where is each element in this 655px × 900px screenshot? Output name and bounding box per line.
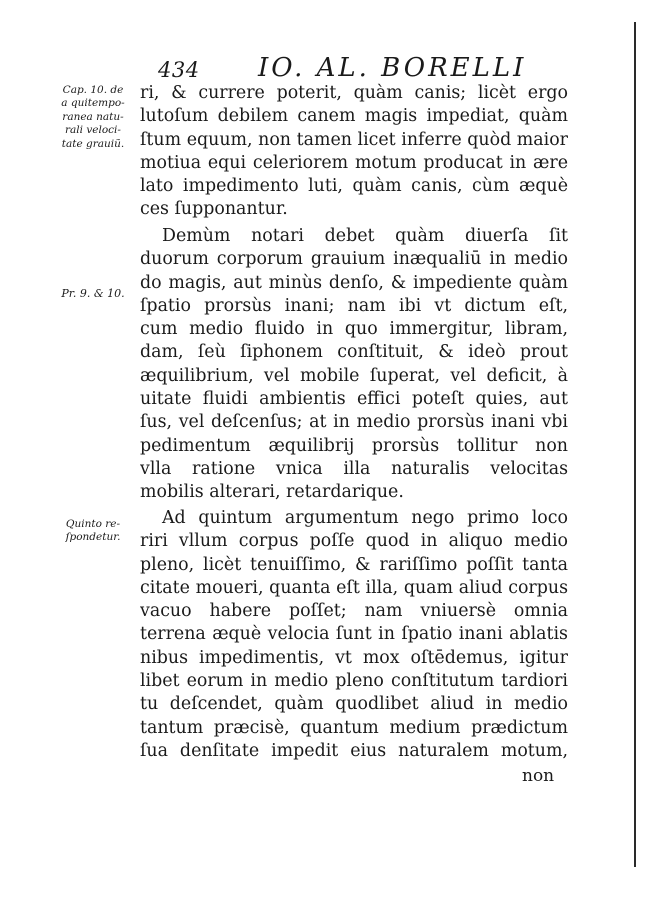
text-line: ſus, vel deſcenſus; at in medio prorsùs inani vbi — [140, 412, 568, 433]
margin-note-line: tate grauiũ. — [61, 137, 125, 150]
margin-note-chapter-ref — [52, 84, 134, 151]
text-line: cum medio fluido in quo immergitur, libram, — [140, 319, 568, 340]
text-line: pleno, licèt tenuiſſimo, & rariſſimo poſſit tanta — [140, 554, 568, 575]
catchword: non — [522, 766, 555, 786]
margin-note-response — [52, 518, 134, 545]
paragraph-1 — [140, 82, 568, 222]
text-line: mobilis alterari, retardarique. — [140, 482, 404, 503]
text-line: libet eorum in medio pleno conſtitutum tardiori — [140, 671, 568, 692]
text-line: nibus impedimentis, vt mox oſtēdemus, igitur — [140, 647, 568, 668]
text-line: tantum præcisè, quantum medium prædictum — [140, 717, 568, 738]
text-line: riri vllum corpus poſſe quod in aliquo medio — [140, 531, 568, 552]
margin-note-line: a quitempo- — [61, 97, 125, 110]
text-line: terrena æquè velocia ſunt in ſpatio inani ablatis — [140, 624, 568, 645]
text-line: ſpatio prorsùs inani; nam ibi vt dictum eſt, — [140, 295, 568, 316]
text-line: tu deſcendet, quàm quodlibet aliud in medio — [140, 694, 568, 715]
paragraph-2 — [140, 225, 568, 505]
page-edge-line — [634, 22, 636, 867]
text-line: lutoſum debilem canem magis impediat, quàm — [140, 106, 568, 127]
text-line: motiua equi celeriorem motum producat in ære — [140, 152, 568, 173]
running-head: IO. AL. BORELLI — [258, 53, 527, 83]
text-line: æquilibrium, vel mobile ſuperat, vel deficit, à — [140, 365, 568, 386]
text-line: vacuo habere poſſet; nam vniuersè omnia — [140, 601, 568, 622]
text-line: lato impedimento luti, quàm canis, cùm æquè — [140, 176, 568, 197]
text-line: ces ſupponantur. — [140, 199, 288, 220]
text-line: Demùm notari debet quàm diuerſa ſit — [162, 226, 568, 246]
text-line: dam, ſeù ſiphonem conſtituit, & ideò prout — [140, 342, 568, 363]
text-line: vlla ratione vnica illa naturalis velocitas — [140, 458, 568, 479]
text-line: pedimentum æquilibrij prorsùs tollitur non — [140, 435, 568, 456]
margin-note-line: Quinto re- — [65, 518, 121, 530]
text-line: Ad quintum argumentum nego primo loco — [162, 508, 568, 528]
page-number: 434 — [158, 58, 200, 82]
text-line: do magis, aut minùs denſo, & impediente quàm — [140, 272, 568, 293]
margin-note-line: rali veloci- — [65, 124, 121, 137]
paragraph-3 — [140, 507, 568, 763]
text-line: uitate fluidi ambientis effici poteſt quies, aut — [140, 389, 568, 410]
margin-note-line: Cap. 10. de — [62, 84, 124, 96]
text-line: duorum corporum grauium inæqualiū in medio — [140, 249, 568, 270]
margin-note-line: ſpondetur. — [65, 531, 121, 544]
margin-note-line: ranea natu- — [62, 110, 124, 123]
text-line: ſua denſitate impedit eius naturalem motum, — [140, 740, 568, 761]
text-line: citate moueri, quanta eſt illa, quam aliud corpus — [140, 577, 568, 598]
text-line: ri, & currere poterit, quàm canis; licèt ergo — [140, 83, 568, 103]
text-line: ſtum equum, non tamen licet inferre quòd maior — [140, 129, 568, 150]
margin-note-proposition-ref: Pr. 9. & 10. — [61, 287, 125, 300]
